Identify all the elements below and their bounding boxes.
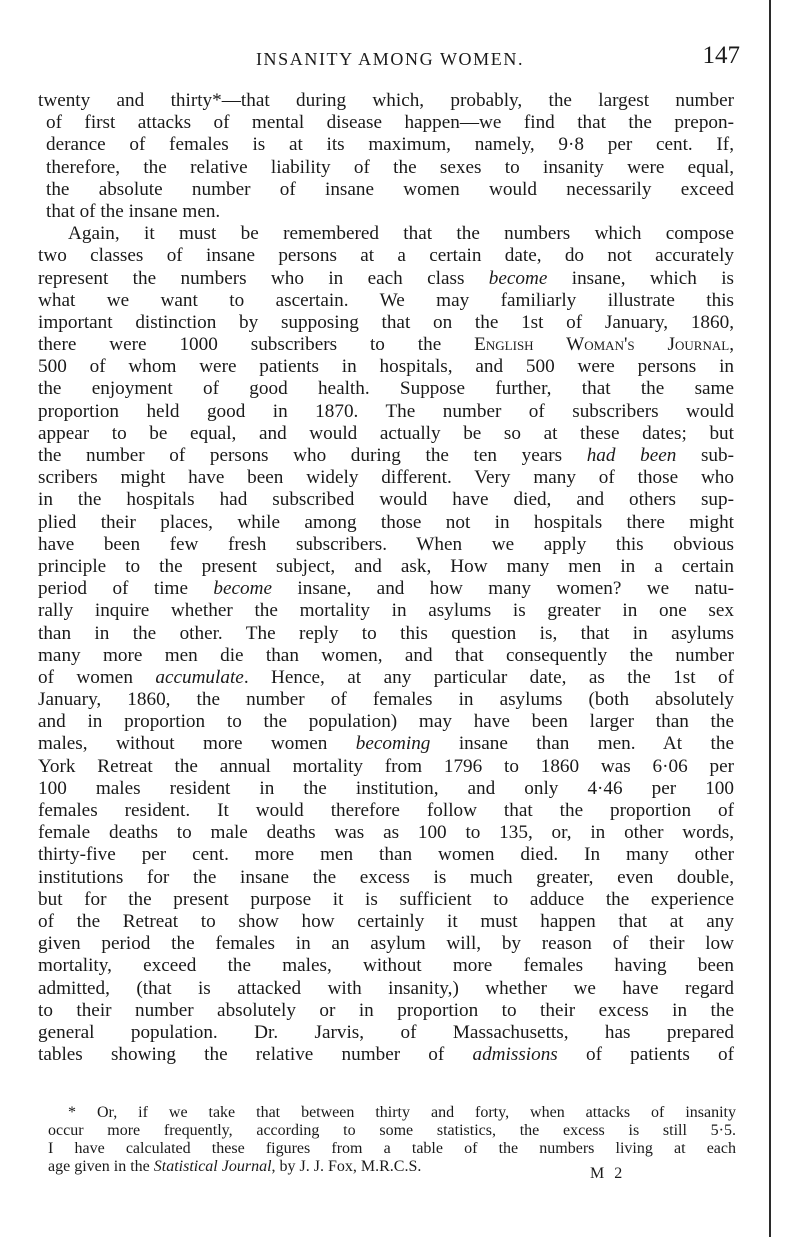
text-line: in the hospitals had subscribed would have died, and others sup- [38,489,734,511]
text-line: tables showing the relative number of admissions of patients of [38,1044,734,1066]
footnote-line: age given in the Statistical Journal, by J. J. Fox, M.R.C.S. [48,1158,422,1175]
text-line: what we want to ascertain. We may familiarly illustrate this [38,289,734,311]
text-line: the number of persons who during the ten years had been sub- [38,445,734,466]
footnote-line: occur more frequently, according to some statistics, the excess is still 5·5. [48,1122,736,1139]
text-line: female deaths to male deaths was as 100 to 135, or, in other words, [38,822,734,844]
signature-mark: M 2 [590,1165,626,1182]
footnote-line: * Or, if we take that between thirty and forty, when attacks of insanity [68,1104,736,1121]
footnote [48,1104,736,1176]
text-line: proportion held good in 1870. The number of subscribers would [38,400,734,422]
text-line: many more men die than women, and that consequently the number [38,644,734,666]
text-line: York Retreat the annual mortality from 1796 to 1860 was 6·06 per [38,755,734,777]
text-line: scribers might have been widely different. Very many of those who [38,467,734,489]
text-line: therefore, the relative liability of the sexes to insanity were equal, [46,156,734,178]
page-number: 147 [702,42,740,69]
text-line: females resident. It would therefore follow that the proportion of [38,800,734,821]
footnote-line: I have calculated these figures from a table of the numbers living at each [48,1140,736,1157]
text-line: appear to be equal, and would actually be so at these dates; but [38,422,734,444]
text-line: mortality, exceed the males, without more females having been [38,955,734,977]
running-head: INSANITY AMONG WOMEN. [255,49,525,69]
text-line: that of the insane men. [46,200,221,222]
text-line: thirty-five per cent. more men than women died. In many other [38,844,734,866]
text-line: the enjoyment of good health. Suppose further, that the same [38,378,734,400]
text-line: two classes of insane persons at a certain date, do not accurately [38,245,734,267]
text-line: admitted, (that is attacked with insanity,) whether we have regard [38,977,734,999]
text-line: rally inquire whether the mortality in asylums is greater in one sex [38,600,734,622]
text-line: of first attacks of mental disease happen—we find that the prepon- [46,112,734,134]
page-header [40,40,740,74]
text-line: general population. Dr. Jarvis, of Massachusetts, has prepared [38,1021,734,1043]
text-line: than in the other. The reply to this question is, that in asylums [38,622,734,644]
text-line: and in proportion to the population) may have been larger than the [38,711,734,733]
text-line: of women accumulate. Hence, at any particular date, as the 1st of [38,666,734,688]
text-line: to their number absolutely or in proportion to their excess in the [38,999,734,1021]
text-line: derance of females is at its maximum, namely, 9·8 per cent. If, [46,134,734,156]
text-line: period of time become insane, and how many women? we natu- [38,578,734,600]
text-line: of the Retreat to show how certainly it must happen that at any [38,910,734,932]
text-line: 500 of whom were patients in hospitals, and 500 were persons in [38,356,734,378]
text-line: twenty and thirty*—that during which, probably, the largest number [38,90,734,111]
text-line: principle to the present subject, and ask, How many men in a certain [38,555,734,577]
paragraph-start-line: Again, it must be remembered that the numbers which compose [68,223,734,245]
body-text [38,90,734,1066]
text-line: important distinction by supposing that on the 1st of January, 1860, [38,311,734,333]
text-line: January, 1860, the number of females in asylums (both absolutely [38,689,734,711]
text-line: but for the present purpose it is sufficient to adduce the experience [38,888,734,910]
text-line: institutions for the insane the excess is much greater, even double, [38,866,734,888]
text-line: given period the females in an asylum will, by reason of their low [38,933,734,955]
text-line: have been few fresh subscribers. When we apply this obvious [38,533,734,555]
text-line: 100 males resident in the institution, and only 4·46 per 100 [38,777,734,799]
text-line: plied their places, while among those not in hospitals there might [38,511,734,533]
text-line: males, without more women becoming insane than men. At the [38,733,734,755]
text-line: the absolute number of insane women would necessarily exceed [46,178,734,200]
text-line: represent the numbers who in each class become insane, which is [38,267,734,289]
page-edge-rule [769,0,771,1237]
text-line: there were 1000 subscribers to the English Woman's Journal, [38,334,734,356]
